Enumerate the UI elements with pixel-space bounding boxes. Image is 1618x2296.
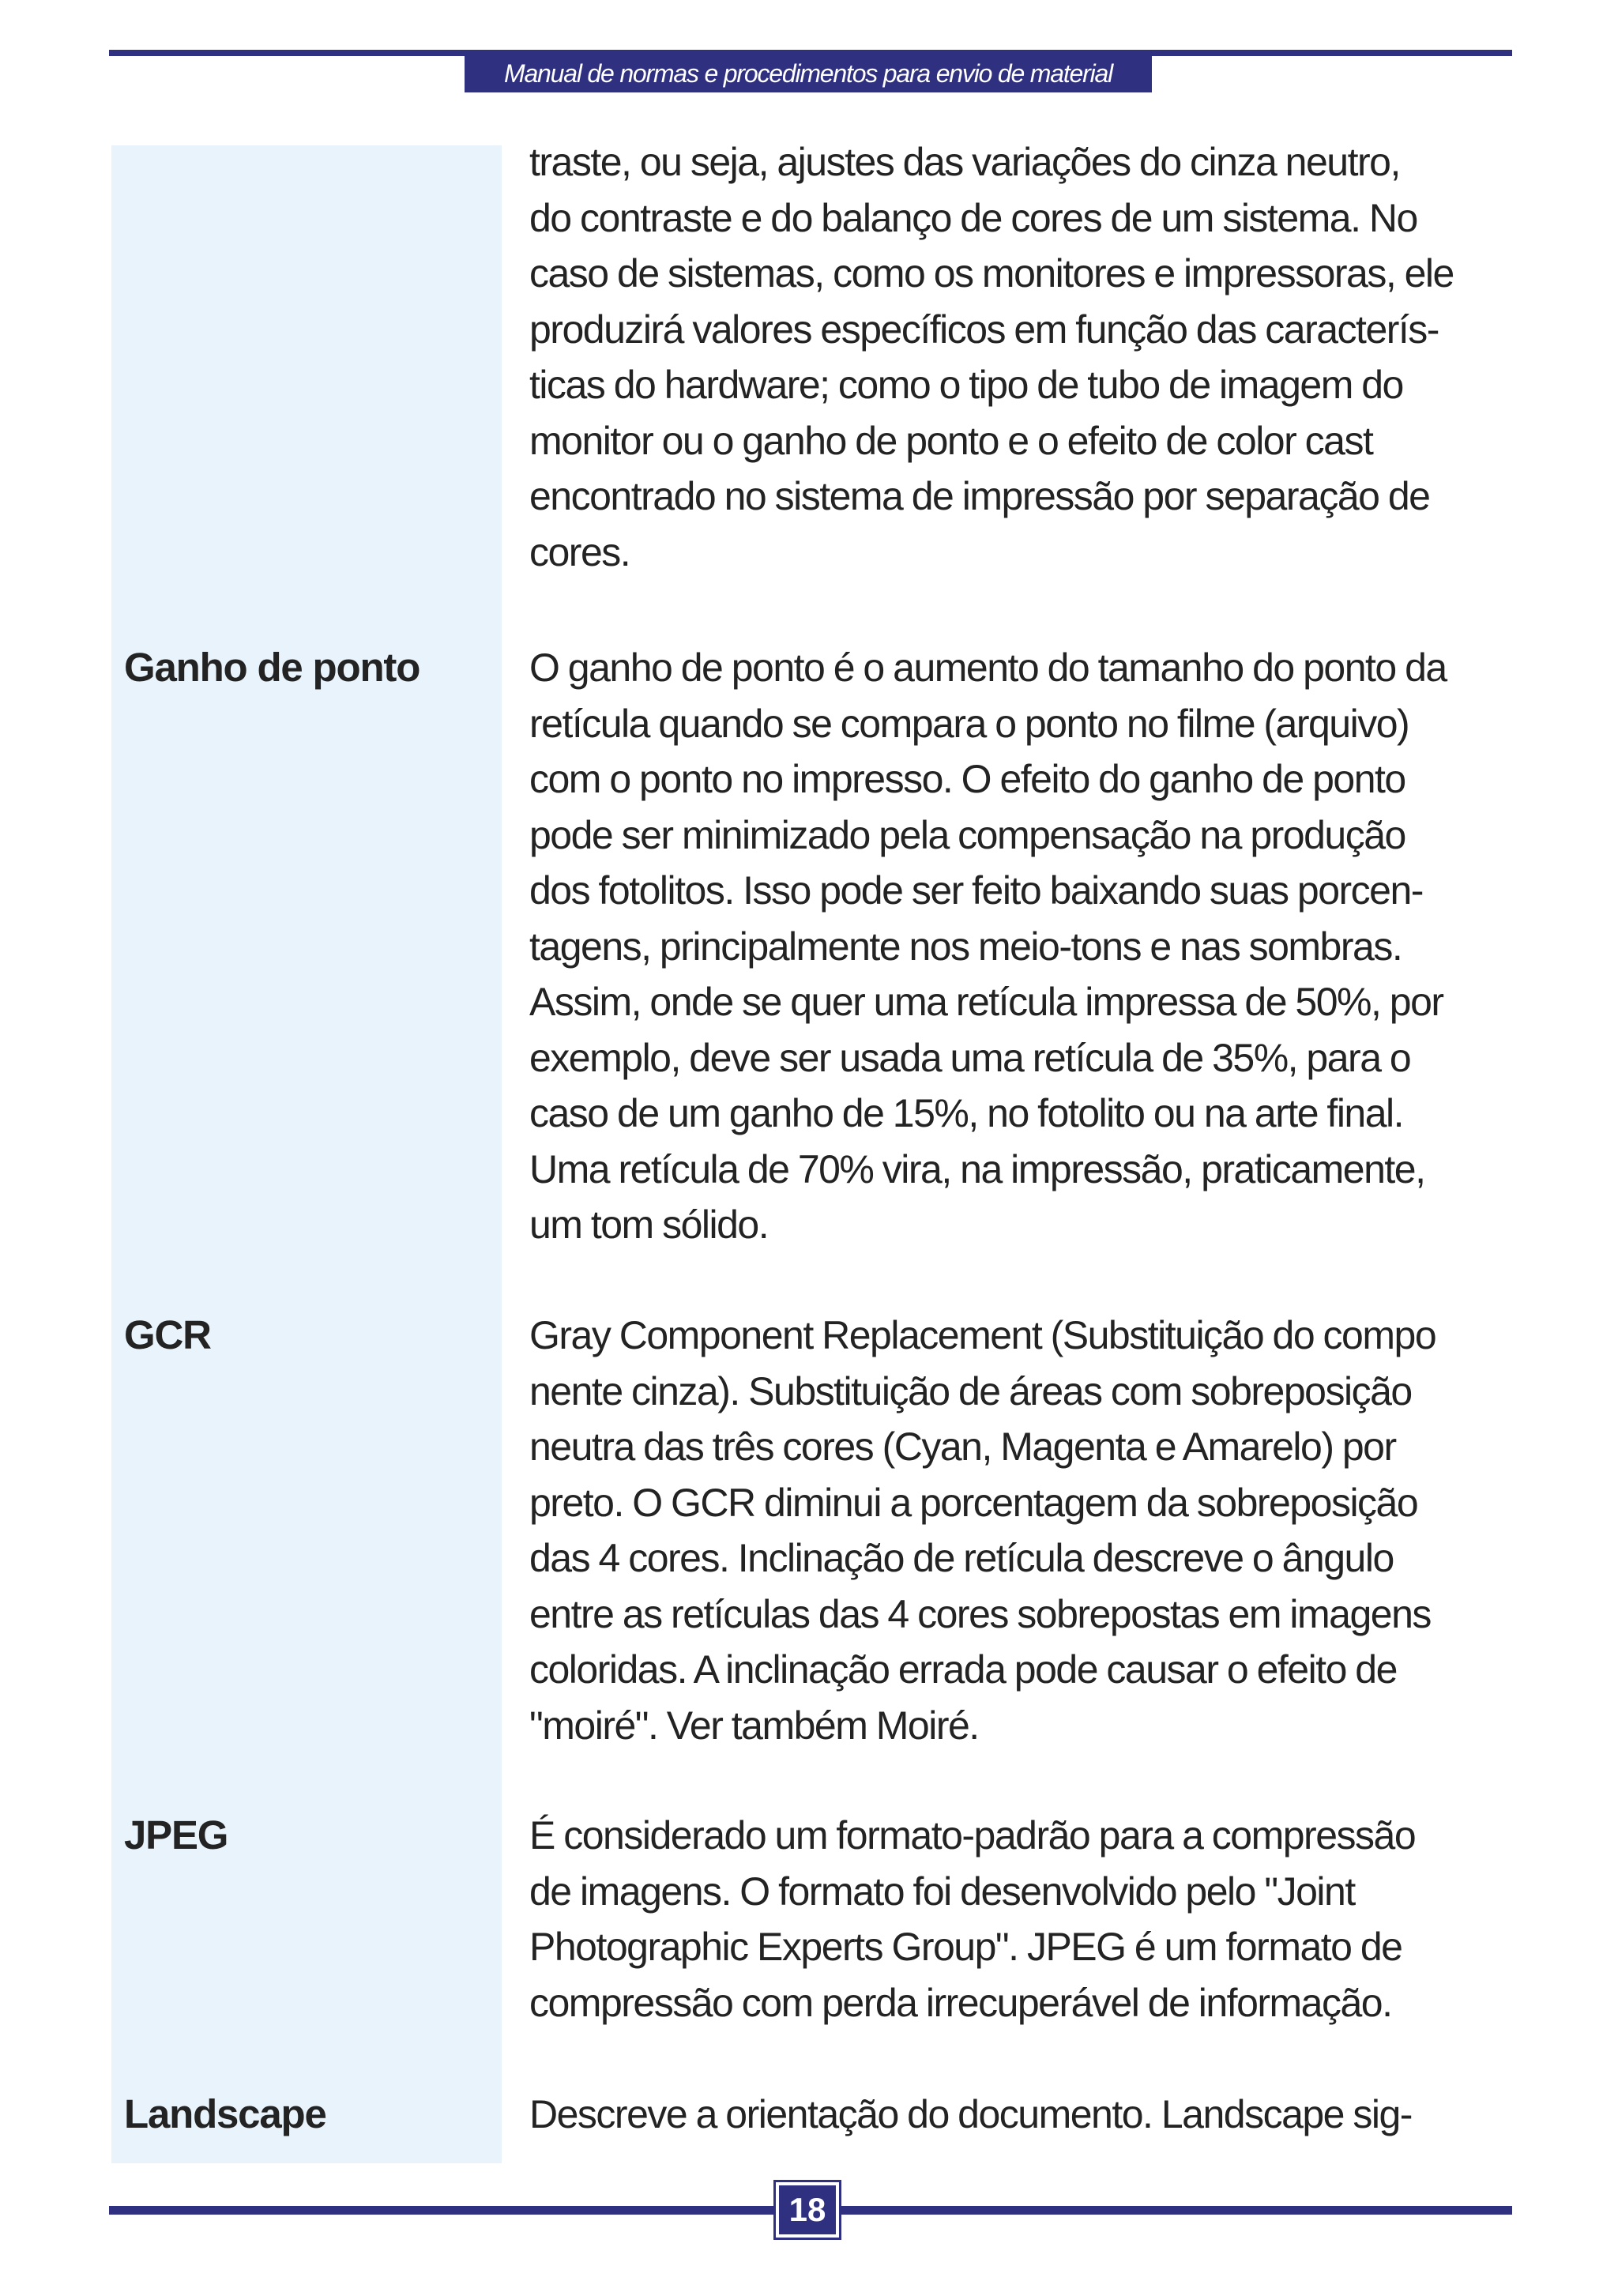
entry-3-description: É considerado um formato-padrão para a compressão de imagens. O formato foi desenvolvido pelo "Joint Photographic Experts Group". JPEG é um formato de compressão com perda irrecuperável de informação. <box>529 1813 1416 2025</box>
entry-1-term: Ganho de ponto <box>124 645 420 690</box>
page-number: 18 <box>776 2182 839 2238</box>
entry-2-description: Gray Component Replacement (Substituição do compo nente cinza). Substituição de áreas com sobreposição neutra das três cores (Cyan, Magenta e Amarelo) por preto. O GCR diminui a porcentagem da sobreposição das 4 cores. Inclinação de retícula descreve o ângulo entre as retículas das 4 cores sobrepostas em imagens coloridas. A inclinação errada pode causar o efeito de "moiré". Ver também Moiré. <box>529 1313 1436 1748</box>
entry-4-term: Landscape <box>124 2091 326 2136</box>
entry-4-description: Descreve a orientação do documento. Landscape sig- <box>529 2092 1412 2136</box>
header-title: Manual de normas e procedimentos para envio de material <box>465 55 1152 92</box>
entry-0-description: traste, ou seja, ajustes das variações do cinza neutro, do contraste e do balanço de cores de um sistema. No caso de sistemas, como os monitores e impressoras, ele produzirá valores específicos em função das caracterís- ticas do hardware; como o tipo de tubo de imagem do monitor ou o ganho de ponto e o efeito de color cast encontrado no sistema de impressão por separação de cores. <box>529 140 1454 574</box>
entry-1-description: O ganho de ponto é o aumento do tamanho do ponto da retícula quando se compara o ponto no filme (arquivo) com o ponto no impresso. O efeito do ganho de ponto pode ser minimizado pela compensação na produção dos fotolitos. Isso pode ser feito baixando suas porcen- tagens, principalmente nos meio-tons e nas sombras. Assim, onde se quer uma retícula impressa de 50%, por exemplo, deve ser usada uma retícula de 35%, para o caso de um ganho de 15%, no fotolito ou na arte final. Uma retícula de 70% vira, na impressão, praticamente, um tom sólido. <box>529 646 1447 1247</box>
entry-2-term: GCR <box>124 1312 211 1357</box>
entry-3-term: JPEG <box>124 1812 228 1858</box>
